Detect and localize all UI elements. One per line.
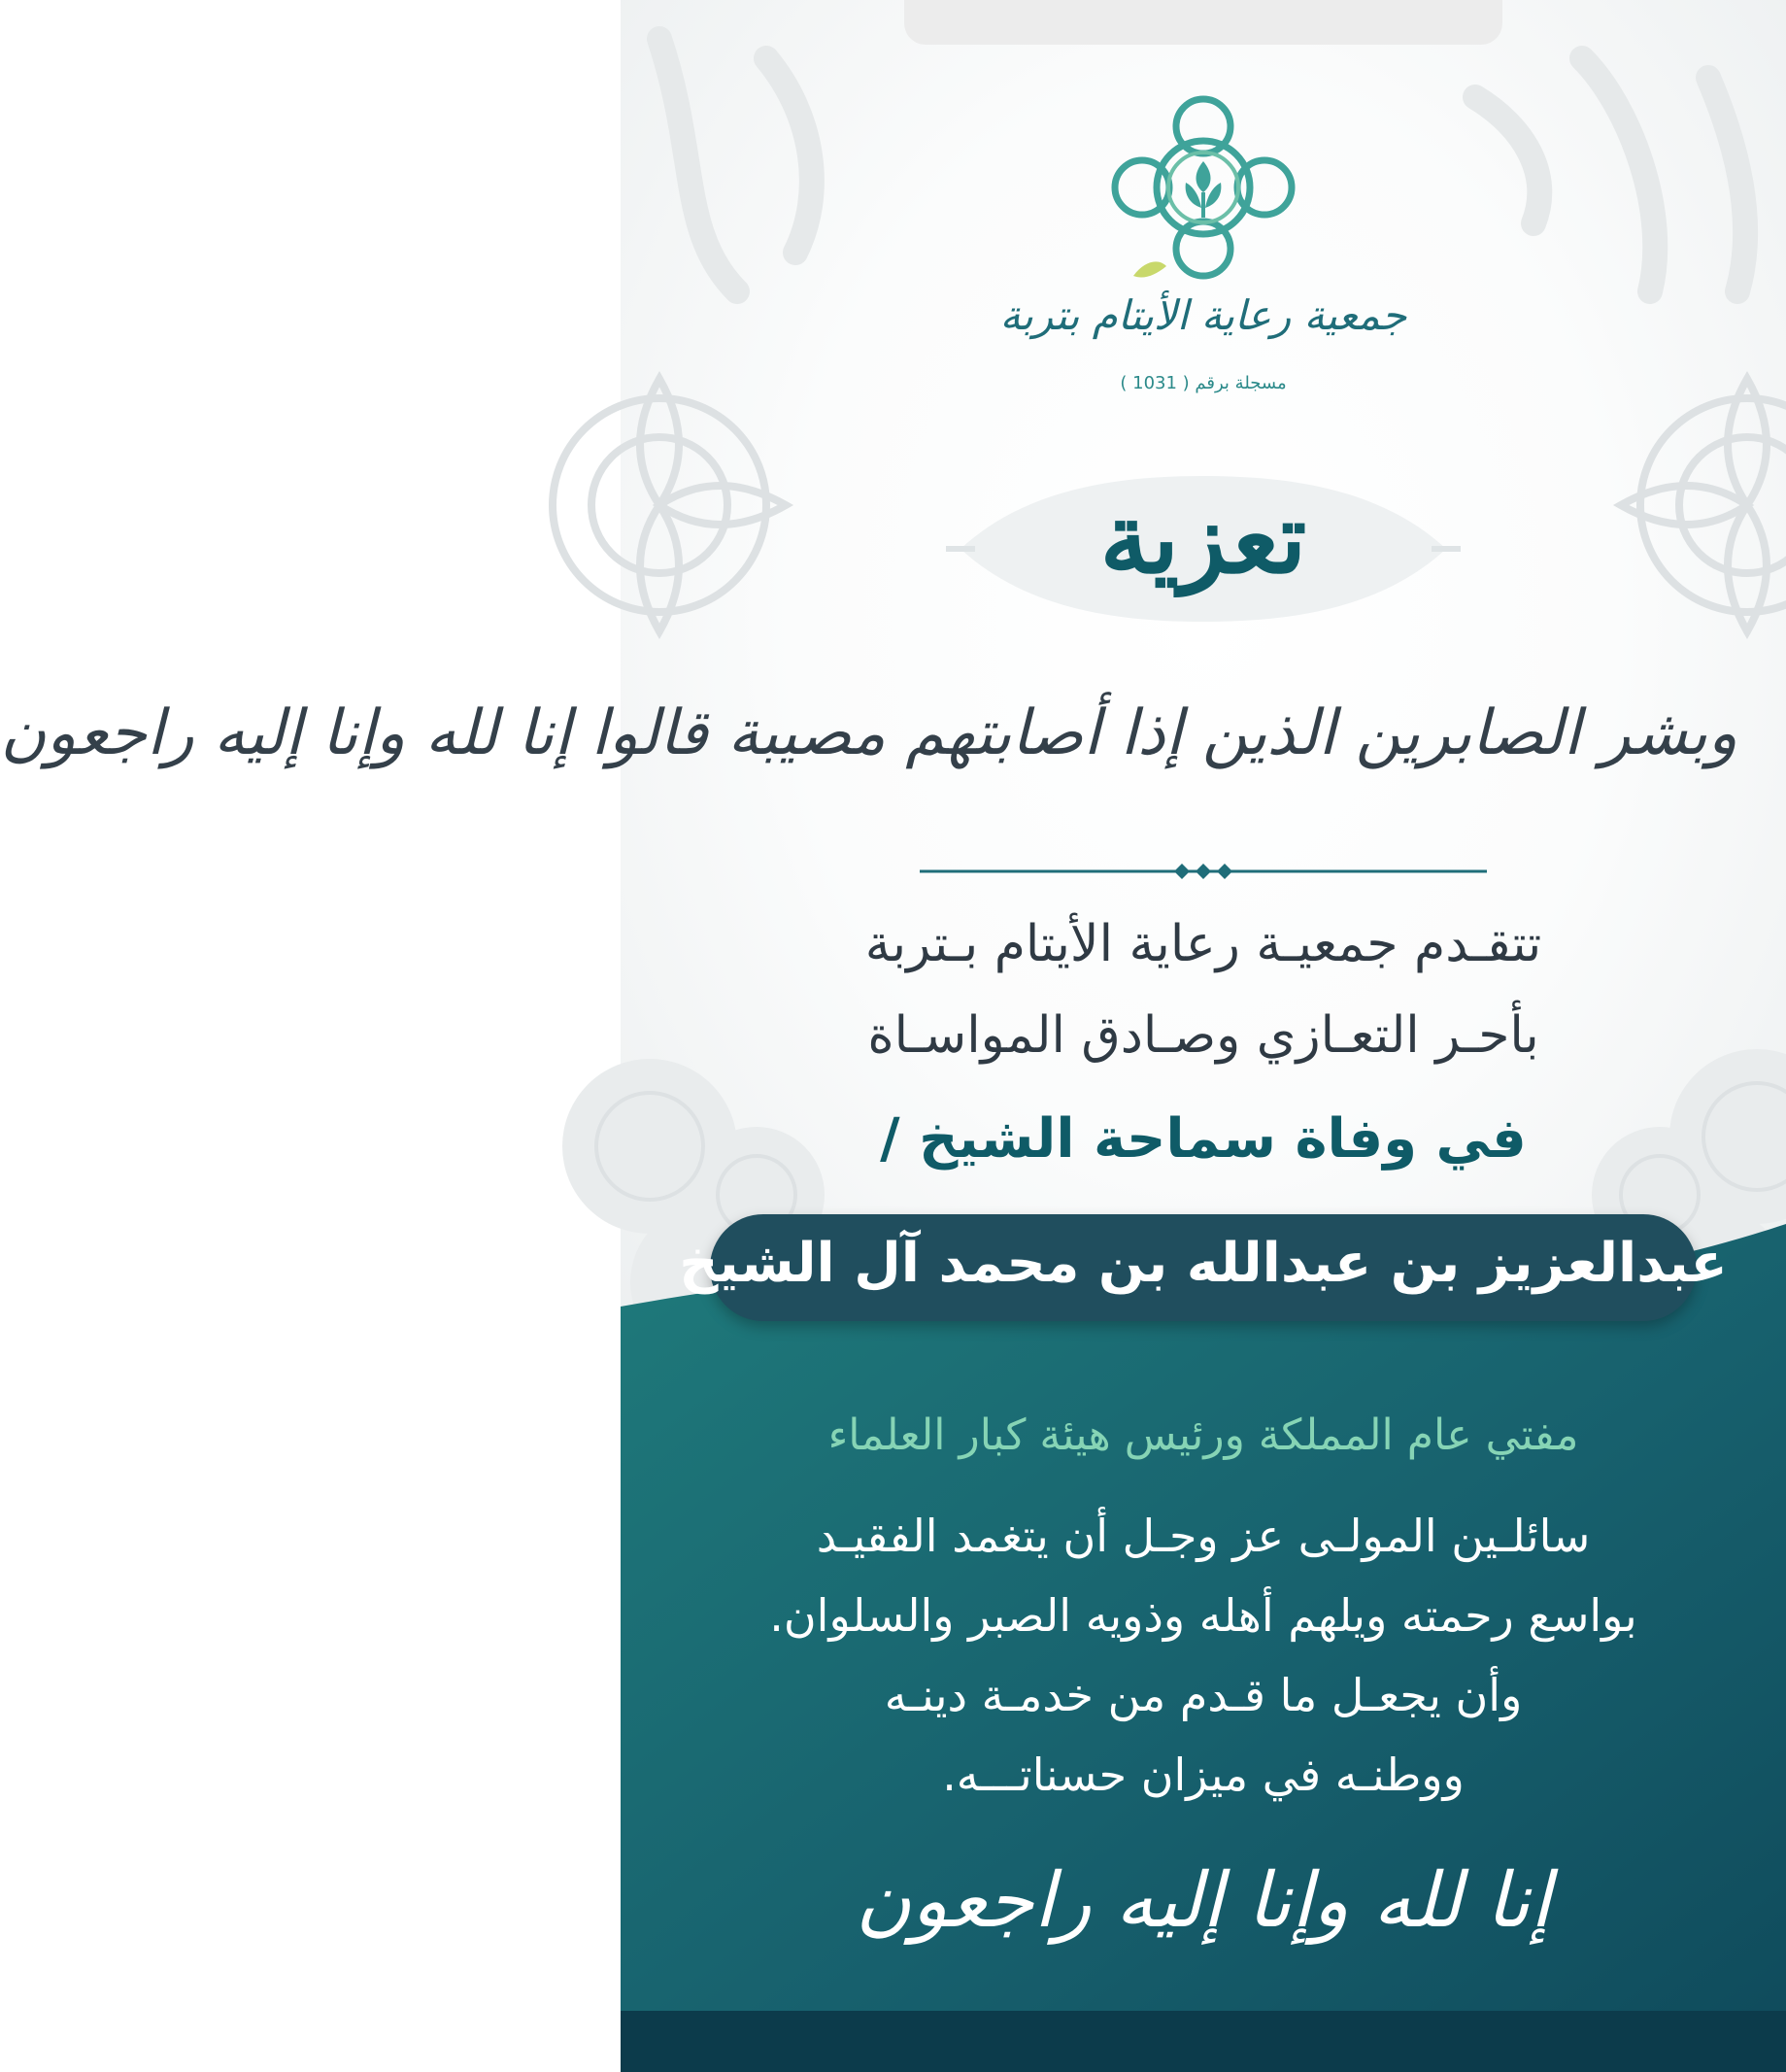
bottom-wave-panel bbox=[621, 1224, 1786, 2072]
prayer-line-2: بواسع رحمته ويلهم أهله وذويه الصبر والسلوان. bbox=[769, 1589, 1637, 1642]
message-line-3: في وفاة سماحة الشيخ / bbox=[880, 1107, 1527, 1171]
message-line-2: بأحـر التعـازي وصـادق المواسـاة bbox=[867, 1006, 1539, 1065]
prayer-line-4: ووطنـه في ميزان حسناتـــه. bbox=[942, 1749, 1465, 1801]
association-name: جمعية رعاية الأيتام بتربة bbox=[999, 291, 1407, 339]
quran-verse: وبشر الصابرين الذين إذا أصابتهم مصيبة قالوا إنا لله وإنا إليه راجعون bbox=[0, 697, 1737, 769]
registration-number: مسجلة برقم ( 1031 ) bbox=[1120, 373, 1287, 393]
prayer-line-3: وأن يجعـل ما قـدم من خدمـة دينـه bbox=[884, 1669, 1523, 1721]
deceased-name: عبدالعزيز بن عبدالله بن محمد آل الشيخ bbox=[679, 1232, 1728, 1295]
ornamental-divider bbox=[920, 855, 1487, 888]
prayer-line-1: سائلـين المولـى عز وجـل أن يتغمد الفقيـد bbox=[816, 1510, 1591, 1562]
deceased-position: مفتي عام المملكة ورئيس هيئة كبار العلماء bbox=[827, 1410, 1579, 1460]
closing-phrase: إنا لله وإنا إليه راجعون bbox=[855, 1857, 1552, 1945]
bottom-bar bbox=[621, 2011, 1786, 2072]
association-logo-icon bbox=[1077, 85, 1330, 299]
message-line-1: تتقـدم جمعيـة رعاية الأيتام بـتربة bbox=[864, 915, 1542, 973]
condolence-title: تعزية bbox=[1099, 481, 1307, 595]
top-bar bbox=[904, 0, 1502, 45]
